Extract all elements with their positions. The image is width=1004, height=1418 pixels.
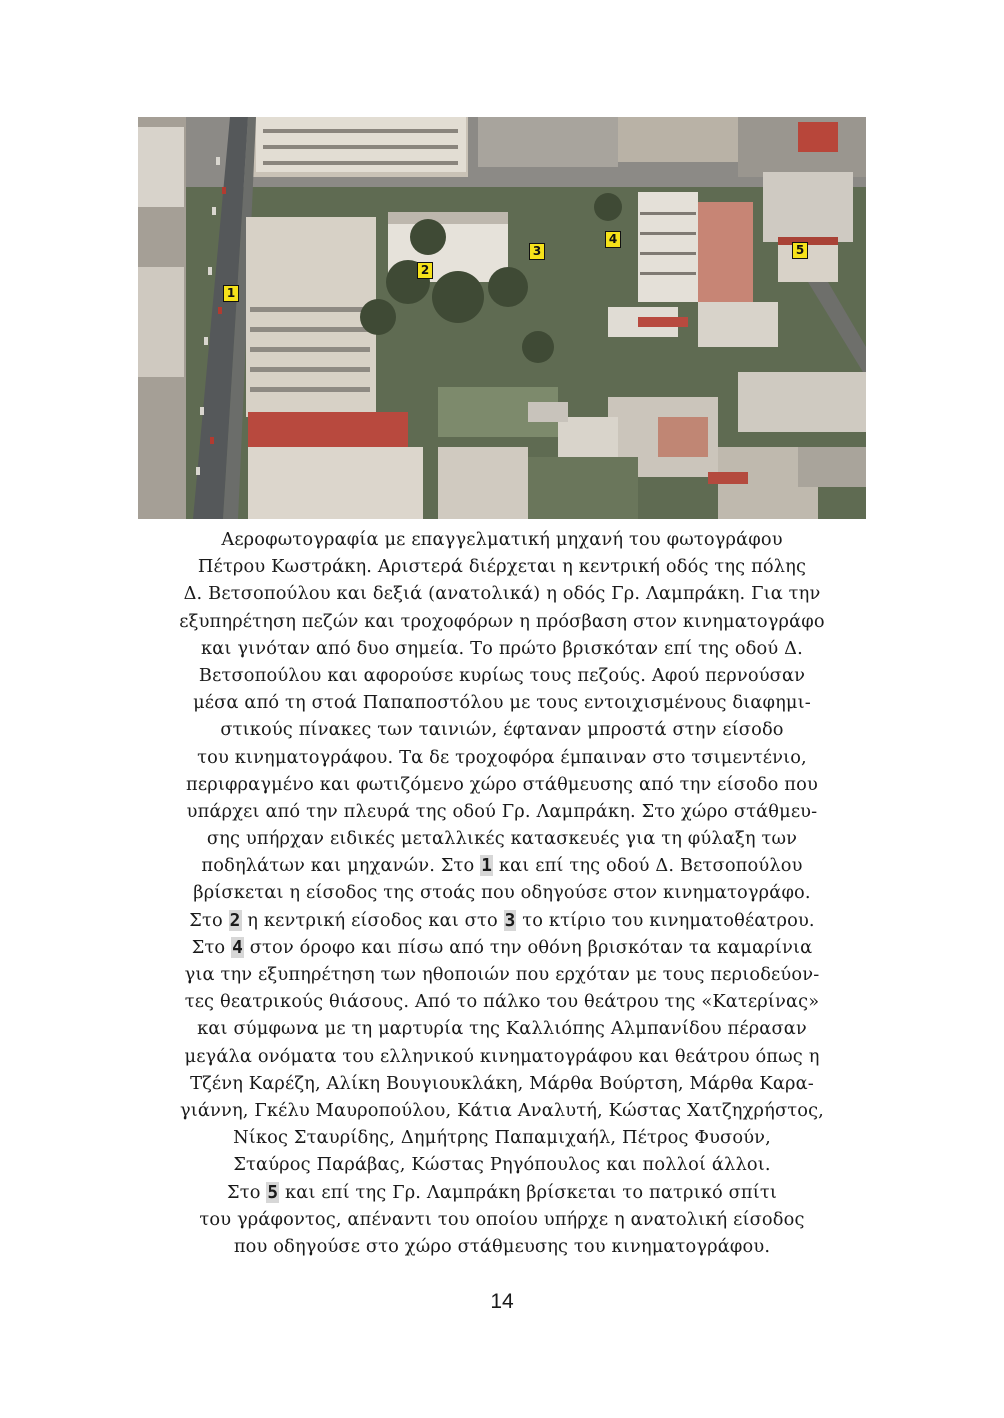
caption-line [100, 1151, 904, 1178]
caption-text: Στο [191, 936, 232, 958]
caption-text: Στο [189, 909, 229, 931]
marker-4: 4 [605, 231, 621, 248]
caption-text: Στο [227, 1181, 267, 1203]
caption-line [100, 526, 904, 553]
caption-line [100, 1015, 904, 1042]
photo-caption [100, 526, 904, 1260]
caption-text: στικούς πίνακες των ταινιών, έφταναν μπροστά στην είσοδο [220, 719, 784, 741]
caption-line [100, 934, 904, 961]
caption-line [100, 907, 904, 934]
caption-line [100, 1070, 904, 1097]
caption-line [100, 879, 904, 906]
page-number: 14 [490, 1290, 514, 1313]
caption-text: σης υπήρχαν ειδικές μεταλλικές κατασκευές για τη φύλαξη των [206, 828, 798, 850]
aerial-photo-illustration [138, 117, 866, 519]
caption-line [100, 580, 904, 607]
caption-line [100, 1124, 904, 1151]
marker-reference: 2 [229, 909, 241, 931]
caption-text: βρίσκεται η είσοδος της στοάς που οδηγούσε στον κινηματογράφο. [193, 882, 811, 904]
caption-line [100, 961, 904, 988]
marker-3: 3 [529, 243, 545, 260]
caption-line [100, 1233, 904, 1260]
caption-text: το κτίριο του κινηματοθέατρου. [516, 909, 815, 931]
marker-1: 1 [223, 285, 239, 302]
caption-text: και επί της οδού Δ. Βετσοπούλου [493, 855, 803, 877]
aerial-photo [138, 117, 866, 519]
marker-reference: 5 [267, 1181, 279, 1203]
marker-reference: 3 [504, 909, 516, 931]
caption-line [100, 553, 904, 580]
caption-line [100, 635, 904, 662]
caption-text: μέσα από τη στοά Παπαποστόλου με τους εντοιχισμένους διαφημι- [193, 692, 811, 714]
caption-text: τες θεατρικούς θιάσους. Από το πάλκο του θεάτρου της «Κατερίνας» [184, 991, 820, 1013]
caption-text: για την εξυπηρέτηση των ηθοποιών που ερχόταν με τους περιοδεύον- [184, 964, 820, 985]
caption-text: Τζένη Καρέζη, Αλίκη Βουγιουκλάκη, Μάρθα Βούρτση, Μάρθα Καρα- [190, 1072, 814, 1094]
caption-line [100, 1043, 904, 1070]
caption-line [100, 1206, 904, 1233]
caption-text: γιάννη, Γκέλυ Μαυροπούλου, Κάτια Αναλυτή, Κώστας Χατζηχρήστος, [180, 1099, 824, 1121]
caption-line [100, 608, 904, 635]
caption-line [100, 744, 904, 771]
caption-line [100, 852, 904, 879]
caption-text: του κινηματογράφου. Τα δε τροχοφόρα έμπαιναν στο τσιμεντένιο, [197, 746, 807, 768]
marker-2: 2 [417, 262, 433, 279]
caption-text: που οδηγούσε στο χώρο στάθμευσης του κινηματογράφου. [233, 1235, 771, 1257]
caption-text: εξυπηρέτηση πεζών και τροχοφόρων η πρόσβαση στον κινηματογράφο [179, 610, 825, 632]
caption-line [100, 771, 904, 798]
caption-line [100, 689, 904, 716]
caption-text: μεγάλα ονόματα του ελληνικού κινηματογράφου και θεάτρου όπως η [184, 1045, 820, 1067]
marker-5: 5 [792, 242, 808, 259]
caption-line [100, 662, 904, 689]
caption-text: ποδηλάτων και μηχανών. Στο [201, 855, 481, 877]
caption-line [100, 716, 904, 743]
caption-text: Αεροφωτογραφία με επαγγελματική μηχανή του φωτογράφου [221, 529, 783, 550]
caption-text: και επί της Γρ. Λαμπράκη βρίσκεται το πατρικό σπίτι [279, 1181, 777, 1203]
marker-reference: 4 [232, 936, 243, 958]
caption-text: υπάρχει από την πλευρά της οδού Γρ. Λαμπράκη. Στο χώρο στάθμευ- [186, 800, 818, 822]
caption-text: Βετσοπούλου και αφορούσε κυρίως τους πεζούς. Αφού περνούσαν [198, 664, 806, 686]
caption-line [100, 798, 904, 825]
caption-text: Δ. Βετσοπούλου και δεξιά (ανατολικά) η οδός Γρ. Λαμπράκη. Για την [183, 583, 821, 605]
caption-line [100, 825, 904, 852]
caption-line [100, 988, 904, 1015]
caption-text: και σύμφωνα με τη μαρτυρία της Καλλιόπης Αλμπανίδου πέρασαν [197, 1018, 807, 1040]
caption-text: Πέτρου Κωστράκη. Αριστερά διέρχεται η κεντρική οδός της πόλης [197, 556, 807, 578]
caption-text: περιφραγμένο και φωτιζόμενο χώρο στάθμευσης από την είσοδο που [186, 773, 818, 795]
caption-line [100, 1097, 904, 1124]
caption-text: του γράφοντος, απέναντι του οποίου υπήρχε η ανατολική είσοδος [199, 1208, 805, 1230]
caption-text: Σταύρος Παράβας, Κώστας Ρηγόπουλος και πολλοί άλλοι. [233, 1154, 771, 1176]
caption-line [100, 1179, 904, 1206]
caption-text: η κεντρική είσοδος και στο [241, 909, 504, 931]
marker-reference: 1 [481, 855, 493, 877]
caption-text: στον όροφο και πίσω από την οθόνη βρισκόταν τα καμαρίνια [243, 936, 813, 958]
caption-text: Νίκος Σταυρίδης, Δημήτρης Παπαμιχαήλ, Πέτρος Φυσούν, [233, 1127, 771, 1149]
caption-text: και γινόταν από δυο σημεία. Το πρώτο βρισκόταν επί της οδού Δ. [201, 637, 803, 659]
